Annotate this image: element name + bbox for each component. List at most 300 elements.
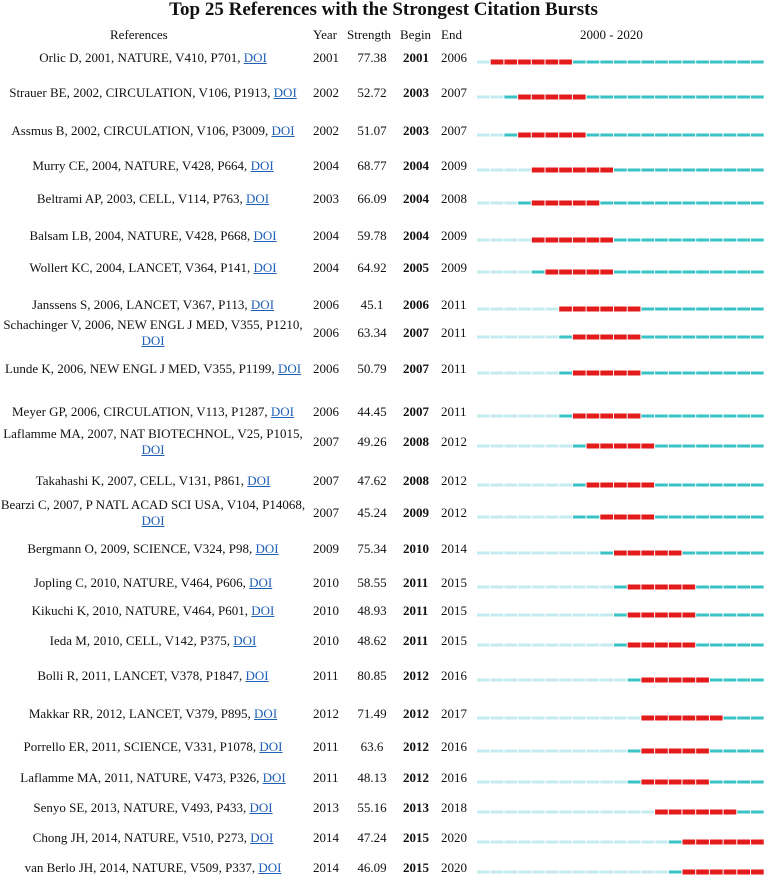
timeline-segment-outside bbox=[518, 811, 531, 814]
timeline-segment-active bbox=[600, 61, 613, 64]
timeline-segment-active bbox=[628, 750, 641, 753]
timeline-segment-burst bbox=[628, 585, 641, 590]
cell-year: 2013 bbox=[313, 800, 339, 815]
timeline-segment-active bbox=[696, 552, 709, 555]
timeline-segment-burst bbox=[559, 238, 572, 243]
cell-end: 2011 bbox=[441, 361, 467, 376]
timeline-segment-active bbox=[655, 484, 668, 487]
timeline-segment-active bbox=[737, 96, 750, 99]
timeline-segment-burst bbox=[532, 168, 545, 173]
cell-strength: 45.1 bbox=[360, 297, 384, 312]
timeline-segment-active bbox=[710, 781, 723, 784]
cell-begin: 2003 bbox=[403, 85, 429, 100]
timeline-segment-outside bbox=[477, 308, 490, 311]
timeline-segment-outside bbox=[504, 271, 517, 274]
timeline-segment-active bbox=[669, 271, 682, 274]
timeline-segment-burst bbox=[655, 643, 668, 648]
timeline-segment-outside bbox=[546, 717, 559, 720]
timeline-segment-burst bbox=[655, 585, 668, 590]
timeline-segment-outside bbox=[477, 552, 490, 555]
cell-strength: 63.6 bbox=[360, 739, 384, 754]
timeline-segment-outside bbox=[614, 781, 627, 784]
timeline-segment-active bbox=[710, 750, 723, 753]
timeline-segment-outside bbox=[532, 614, 545, 617]
timeline-segment-active bbox=[696, 415, 709, 418]
timeline-segment-active bbox=[655, 202, 668, 205]
cell-year: 2009 bbox=[313, 541, 339, 556]
timeline-segment-outside bbox=[532, 484, 545, 487]
timeline-segment-active bbox=[504, 96, 517, 99]
timeline-segment-active bbox=[641, 271, 654, 274]
timeline-segment-active bbox=[724, 614, 737, 617]
timeline-segment-burst bbox=[573, 414, 586, 419]
timeline-segment-burst bbox=[683, 870, 696, 875]
doi-link[interactable]: DOI bbox=[249, 575, 273, 590]
timeline-segment-active bbox=[710, 308, 723, 311]
timeline-segment-outside bbox=[628, 811, 641, 814]
timeline-segment-outside bbox=[491, 271, 504, 274]
timeline-segment-outside bbox=[491, 308, 504, 311]
cell-begin: 2012 bbox=[403, 739, 429, 754]
doi-link[interactable]: DOI bbox=[270, 404, 295, 419]
timeline-segment-outside bbox=[491, 516, 504, 519]
timeline-segment-active bbox=[614, 61, 627, 64]
timeline-segment-active bbox=[724, 336, 737, 339]
timeline-segment-burst bbox=[504, 60, 517, 65]
timeline-segment-active bbox=[710, 372, 723, 375]
timeline-segment-outside bbox=[587, 750, 600, 753]
timeline-segment-outside bbox=[477, 841, 490, 844]
timeline-segment-burst bbox=[628, 335, 641, 340]
timeline-segment-active bbox=[724, 484, 737, 487]
cell-end: 2012 bbox=[441, 473, 467, 488]
timeline-segment-active bbox=[737, 679, 750, 682]
timeline-segment-active bbox=[751, 372, 764, 375]
timeline-segment-burst bbox=[669, 585, 682, 590]
timeline-segment-active bbox=[751, 717, 764, 720]
timeline-segment-outside bbox=[573, 717, 586, 720]
timeline-segment-active bbox=[751, 679, 764, 682]
timeline-segment-active bbox=[751, 169, 764, 172]
cell-strength: 49.26 bbox=[357, 434, 387, 449]
timeline-segment-outside bbox=[504, 717, 517, 720]
timeline-segment-outside bbox=[546, 679, 559, 682]
timeline-segment-active bbox=[710, 586, 723, 589]
doi-link[interactable]: DOI bbox=[247, 473, 271, 488]
timeline-segment-active bbox=[751, 61, 764, 64]
timeline-segment-active bbox=[683, 61, 696, 64]
doi-link[interactable]: DOI bbox=[262, 770, 286, 785]
cell-end: 2011 bbox=[441, 404, 467, 419]
timeline-segment-outside bbox=[587, 871, 600, 874]
timeline-segment-outside bbox=[518, 717, 531, 720]
timeline-segment-outside bbox=[491, 871, 504, 874]
timeline-segment-active bbox=[710, 679, 723, 682]
timeline-segment-outside bbox=[614, 750, 627, 753]
timeline-segment-outside bbox=[477, 871, 490, 874]
timeline-segment-burst bbox=[724, 810, 737, 815]
timeline-segment-active bbox=[737, 586, 750, 589]
timeline-segment-active bbox=[737, 552, 750, 555]
timeline-segment-outside bbox=[559, 614, 572, 617]
timeline-segment-burst bbox=[641, 483, 654, 488]
doi-link[interactable]: DOI bbox=[250, 297, 275, 312]
timeline-segment-burst bbox=[573, 238, 586, 243]
timeline-segment-burst bbox=[559, 133, 572, 138]
timeline-segment-active bbox=[724, 552, 737, 555]
timeline-segment-burst bbox=[614, 551, 627, 556]
timeline-segment-active bbox=[683, 271, 696, 274]
timeline-segment-active bbox=[724, 679, 737, 682]
timeline-segment-outside bbox=[477, 717, 490, 720]
doi-link[interactable]: DOI bbox=[254, 706, 278, 721]
timeline-segment-burst bbox=[546, 201, 559, 206]
timeline-segment-outside bbox=[491, 750, 504, 753]
timeline-segment-burst bbox=[614, 444, 627, 449]
timeline-segment-active bbox=[641, 96, 654, 99]
cell-year: 2004 bbox=[313, 260, 339, 275]
timeline-segment-active bbox=[737, 336, 750, 339]
timeline-segment-outside bbox=[504, 372, 517, 375]
cell-end: 2009 bbox=[441, 158, 467, 173]
cell-strength: 75.34 bbox=[357, 541, 387, 556]
doi-link[interactable]: DOI bbox=[259, 739, 283, 754]
timeline-segment-outside bbox=[559, 871, 572, 874]
reference-citation: Balsam LB, 2004, NATURE, V428, P668, bbox=[29, 228, 251, 243]
timeline-segment-outside bbox=[477, 415, 490, 418]
timeline-segment-active bbox=[724, 61, 737, 64]
timeline-segment-outside bbox=[600, 781, 613, 784]
timeline-segment-outside bbox=[491, 336, 504, 339]
cell-begin: 2011 bbox=[403, 575, 429, 590]
timeline-segment-outside bbox=[491, 169, 504, 172]
header-references: References bbox=[110, 27, 168, 42]
timeline-segment-burst bbox=[683, 613, 696, 618]
timeline-segment-active bbox=[587, 61, 600, 64]
timeline-segment-active bbox=[655, 96, 668, 99]
timeline-segment-active bbox=[573, 445, 586, 448]
timeline-segment-burst bbox=[737, 870, 750, 875]
timeline-segment-active bbox=[614, 134, 627, 137]
timeline-segment-active bbox=[710, 202, 723, 205]
reference-citation: Jopling C, 2010, NATURE, V464, P606, bbox=[33, 575, 246, 590]
timeline-segment-outside bbox=[532, 871, 545, 874]
timeline-segment-outside bbox=[477, 372, 490, 375]
timeline-segment-outside bbox=[532, 841, 545, 844]
doi-link[interactable]: DOI bbox=[250, 830, 274, 845]
timeline-segment-burst bbox=[641, 643, 654, 648]
timeline-segment-active bbox=[655, 445, 668, 448]
timeline-segment-outside bbox=[587, 552, 600, 555]
cell-begin: 2003 bbox=[403, 123, 429, 138]
timeline-segment-outside bbox=[546, 871, 559, 874]
timeline-segment-active bbox=[683, 516, 696, 519]
timeline-segment-active bbox=[628, 271, 641, 274]
timeline-segment-burst bbox=[614, 307, 627, 312]
timeline-segment-outside bbox=[628, 717, 641, 720]
timeline-segment-active bbox=[696, 271, 709, 274]
timeline-segment-outside bbox=[491, 781, 504, 784]
timeline-segment-burst bbox=[669, 613, 682, 618]
timeline-segment-burst bbox=[546, 238, 559, 243]
cell-year: 2011 bbox=[313, 739, 339, 754]
doi-link[interactable]: DOI bbox=[271, 123, 295, 138]
timeline-segment-active bbox=[669, 871, 682, 874]
timeline-segment-active bbox=[696, 61, 709, 64]
timeline-segment-active bbox=[683, 96, 696, 99]
cell-strength: 80.85 bbox=[357, 668, 387, 683]
timeline-segment-outside bbox=[655, 841, 668, 844]
timeline-segment-outside bbox=[491, 717, 504, 720]
cell-begin: 2009 bbox=[403, 505, 429, 520]
cell-year: 2002 bbox=[313, 85, 339, 100]
timeline-segment-burst bbox=[546, 60, 559, 65]
timeline-segment-outside bbox=[559, 811, 572, 814]
timeline-segment-active bbox=[710, 96, 723, 99]
timeline-segment-outside bbox=[518, 679, 531, 682]
timeline-segment-active bbox=[655, 336, 668, 339]
timeline-segment-outside bbox=[587, 811, 600, 814]
reference-citation: Makkar RR, 2012, LANCET, V379, P895, bbox=[28, 706, 251, 721]
timeline-segment-outside bbox=[546, 750, 559, 753]
timeline-segment-active bbox=[683, 202, 696, 205]
timeline-segment-active bbox=[600, 552, 613, 555]
timeline-segment-active bbox=[641, 372, 654, 375]
doi-link[interactable]: DOI bbox=[251, 603, 275, 618]
timeline-segment-active bbox=[737, 445, 750, 448]
cell-year: 2006 bbox=[313, 361, 339, 376]
timeline-segment-outside bbox=[628, 871, 641, 874]
cell-strength: 71.49 bbox=[357, 706, 387, 721]
doi-link[interactable]: DOI bbox=[245, 668, 269, 683]
timeline-segment-outside bbox=[614, 841, 627, 844]
timeline-segment-active bbox=[641, 169, 654, 172]
cell-year: 2006 bbox=[313, 404, 339, 419]
timeline-segment-active bbox=[710, 336, 723, 339]
timeline-segment-outside bbox=[504, 679, 517, 682]
timeline-segment-outside bbox=[477, 96, 490, 99]
cell-end: 2018 bbox=[441, 800, 467, 815]
timeline-segment-outside bbox=[491, 239, 504, 242]
cell-end: 2020 bbox=[441, 860, 467, 875]
timeline-segment-outside bbox=[587, 841, 600, 844]
timeline-segment-burst bbox=[491, 60, 504, 65]
doi-link[interactable]: DOI bbox=[273, 85, 297, 100]
cell-year: 2011 bbox=[313, 770, 339, 785]
reference-citation: Kikuchi K, 2010, NATURE, V464, P601, bbox=[31, 603, 249, 618]
doi-link[interactable]: DOI bbox=[141, 442, 165, 457]
cell-end: 2016 bbox=[441, 668, 467, 683]
doi-link[interactable]: DOI bbox=[249, 800, 273, 815]
timeline-segment-active bbox=[751, 781, 764, 784]
timeline-segment-burst bbox=[587, 483, 600, 488]
timeline-segment-burst bbox=[532, 201, 545, 206]
cell-strength: 55.16 bbox=[357, 800, 387, 815]
doi-link[interactable]: DOI bbox=[141, 333, 165, 348]
timeline-segment-burst bbox=[724, 840, 737, 845]
timeline-segment-burst bbox=[628, 483, 641, 488]
timeline-segment-active bbox=[751, 484, 764, 487]
cell-year: 2014 bbox=[313, 830, 339, 845]
timeline-segment-active bbox=[696, 586, 709, 589]
timeline-segment-outside bbox=[600, 586, 613, 589]
timeline-segment-burst bbox=[696, 780, 709, 785]
timeline-segment-active bbox=[641, 336, 654, 339]
timeline-segment-active bbox=[614, 271, 627, 274]
timeline-segment-active bbox=[655, 308, 668, 311]
doi-link[interactable]: DOI bbox=[277, 361, 302, 376]
cell-begin: 2015 bbox=[403, 860, 429, 875]
timeline-segment-outside bbox=[546, 811, 559, 814]
timeline-segment-active bbox=[737, 372, 750, 375]
timeline-segment-active bbox=[669, 239, 682, 242]
timeline-segment-outside bbox=[477, 679, 490, 682]
timeline-segment-outside bbox=[504, 308, 517, 311]
doi-link[interactable]: DOI bbox=[253, 260, 277, 275]
cell-begin: 2006 bbox=[403, 297, 429, 312]
timeline-segment-outside bbox=[532, 811, 545, 814]
cell-begin: 2013 bbox=[403, 800, 429, 815]
cell-strength: 47.24 bbox=[357, 830, 387, 845]
timeline-segment-burst bbox=[724, 870, 737, 875]
timeline-segment-active bbox=[669, 96, 682, 99]
timeline-segment-burst bbox=[669, 780, 682, 785]
timeline-segment-active bbox=[737, 781, 750, 784]
reference-citation: Porrello ER, 2011, SCIENCE, V331, P1078, bbox=[23, 739, 257, 754]
cell-begin: 2012 bbox=[403, 668, 429, 683]
timeline-segment-outside bbox=[491, 841, 504, 844]
timeline-segment-active bbox=[614, 202, 627, 205]
timeline-segment-burst bbox=[628, 307, 641, 312]
timeline-segment-burst bbox=[628, 371, 641, 376]
timeline-segment-outside bbox=[573, 679, 586, 682]
timeline-segment-outside bbox=[532, 336, 545, 339]
timeline-segment-burst bbox=[655, 716, 668, 721]
timeline-segment-active bbox=[669, 336, 682, 339]
timeline-segment-active bbox=[724, 750, 737, 753]
timeline-segment-burst bbox=[683, 585, 696, 590]
timeline-segment-active bbox=[628, 239, 641, 242]
cell-end: 2016 bbox=[441, 770, 467, 785]
timeline-segment-burst bbox=[628, 515, 641, 520]
timeline-segment-active bbox=[710, 445, 723, 448]
timeline-segment-active bbox=[504, 134, 517, 137]
timeline-segment-active bbox=[587, 96, 600, 99]
cell-strength: 50.79 bbox=[357, 361, 387, 376]
timeline-segment-outside bbox=[600, 811, 613, 814]
timeline-segment-outside bbox=[504, 841, 517, 844]
timeline-segment-outside bbox=[573, 841, 586, 844]
cell-strength: 52.72 bbox=[357, 85, 387, 100]
timeline-segment-burst bbox=[559, 168, 572, 173]
timeline-segment-outside bbox=[504, 811, 517, 814]
timeline-segment-outside bbox=[491, 445, 504, 448]
timeline-segment-active bbox=[737, 614, 750, 617]
timeline-segment-burst bbox=[559, 60, 572, 65]
timeline-segment-burst bbox=[587, 444, 600, 449]
timeline-segment-active bbox=[724, 96, 737, 99]
timeline-segment-active bbox=[669, 169, 682, 172]
doi-link[interactable]: DOI bbox=[233, 633, 257, 648]
timeline-segment-outside bbox=[491, 552, 504, 555]
doi-link[interactable]: DOI bbox=[255, 541, 279, 556]
timeline-segment-burst bbox=[641, 585, 654, 590]
timeline-segment-burst bbox=[641, 444, 654, 449]
header-year: Year bbox=[313, 27, 337, 42]
timeline-segment-active bbox=[696, 336, 709, 339]
timeline-segment-outside bbox=[504, 781, 517, 784]
timeline-segment-outside bbox=[546, 415, 559, 418]
cell-begin: 2015 bbox=[403, 830, 429, 845]
timeline-segment-outside bbox=[546, 445, 559, 448]
timeline-segment-outside bbox=[532, 445, 545, 448]
cell-strength: 64.92 bbox=[357, 260, 387, 275]
timeline-segment-burst bbox=[669, 678, 682, 683]
timeline-segment-active bbox=[710, 239, 723, 242]
doi-link[interactable]: DOI bbox=[245, 191, 270, 206]
timeline-segment-active bbox=[696, 96, 709, 99]
timeline-segment-outside bbox=[491, 202, 504, 205]
timeline-segment-outside bbox=[518, 372, 531, 375]
timeline-segment-burst bbox=[710, 716, 723, 721]
timeline-segment-outside bbox=[491, 372, 504, 375]
timeline-segment-burst bbox=[655, 551, 668, 556]
timeline-segment-outside bbox=[532, 717, 545, 720]
doi-link[interactable]: DOI bbox=[250, 158, 274, 173]
timeline-segment-burst bbox=[628, 643, 641, 648]
timeline-segment-burst bbox=[546, 168, 559, 173]
timeline-segment-burst bbox=[600, 371, 613, 376]
timeline-segment-burst bbox=[518, 133, 531, 138]
cell-strength: 68.77 bbox=[357, 158, 387, 173]
timeline-segment-outside bbox=[518, 586, 531, 589]
timeline-segment-outside bbox=[641, 811, 654, 814]
timeline-segment-active bbox=[600, 134, 613, 137]
timeline-segment-burst bbox=[751, 870, 764, 875]
reference-citation: Ieda M, 2010, CELL, V142, P375, bbox=[49, 633, 230, 648]
timeline-segment-outside bbox=[477, 781, 490, 784]
timeline-segment-burst bbox=[573, 335, 586, 340]
cell-year: 2004 bbox=[313, 228, 339, 243]
timeline-segment-outside bbox=[559, 586, 572, 589]
timeline-segment-burst bbox=[573, 371, 586, 376]
timeline-segment-active bbox=[710, 644, 723, 647]
timeline-segment-active bbox=[724, 781, 737, 784]
doi-link[interactable]: DOI bbox=[243, 50, 267, 65]
cell-end: 2014 bbox=[441, 541, 467, 556]
timeline-segment-burst bbox=[587, 270, 600, 275]
timeline-segment-burst bbox=[600, 270, 613, 275]
timeline-segment-active bbox=[573, 61, 586, 64]
timeline-segment-active bbox=[724, 445, 737, 448]
timeline-segment-active bbox=[724, 644, 737, 647]
cell-strength: 44.45 bbox=[357, 404, 387, 419]
timeline-segment-outside bbox=[587, 679, 600, 682]
timeline-segment-outside bbox=[587, 717, 600, 720]
timeline-segment-burst bbox=[628, 551, 641, 556]
timeline-segment-active bbox=[641, 239, 654, 242]
doi-link[interactable]: DOI bbox=[258, 860, 282, 875]
reference-citation: Laflamme MA, 2007, NAT BIOTECHNOL, V25, P1015, bbox=[3, 426, 303, 441]
timeline-segment-active bbox=[600, 96, 613, 99]
timeline-segment-outside bbox=[546, 372, 559, 375]
cell-end: 2011 bbox=[441, 297, 467, 312]
doi-link[interactable]: DOI bbox=[141, 513, 165, 528]
timeline-segment-burst bbox=[641, 749, 654, 754]
doi-link[interactable]: DOI bbox=[253, 228, 277, 243]
timeline-segment-active bbox=[573, 484, 586, 487]
reference-citation: Schachinger V, 2006, NEW ENGL J MED, V355, P1210, bbox=[3, 317, 303, 332]
